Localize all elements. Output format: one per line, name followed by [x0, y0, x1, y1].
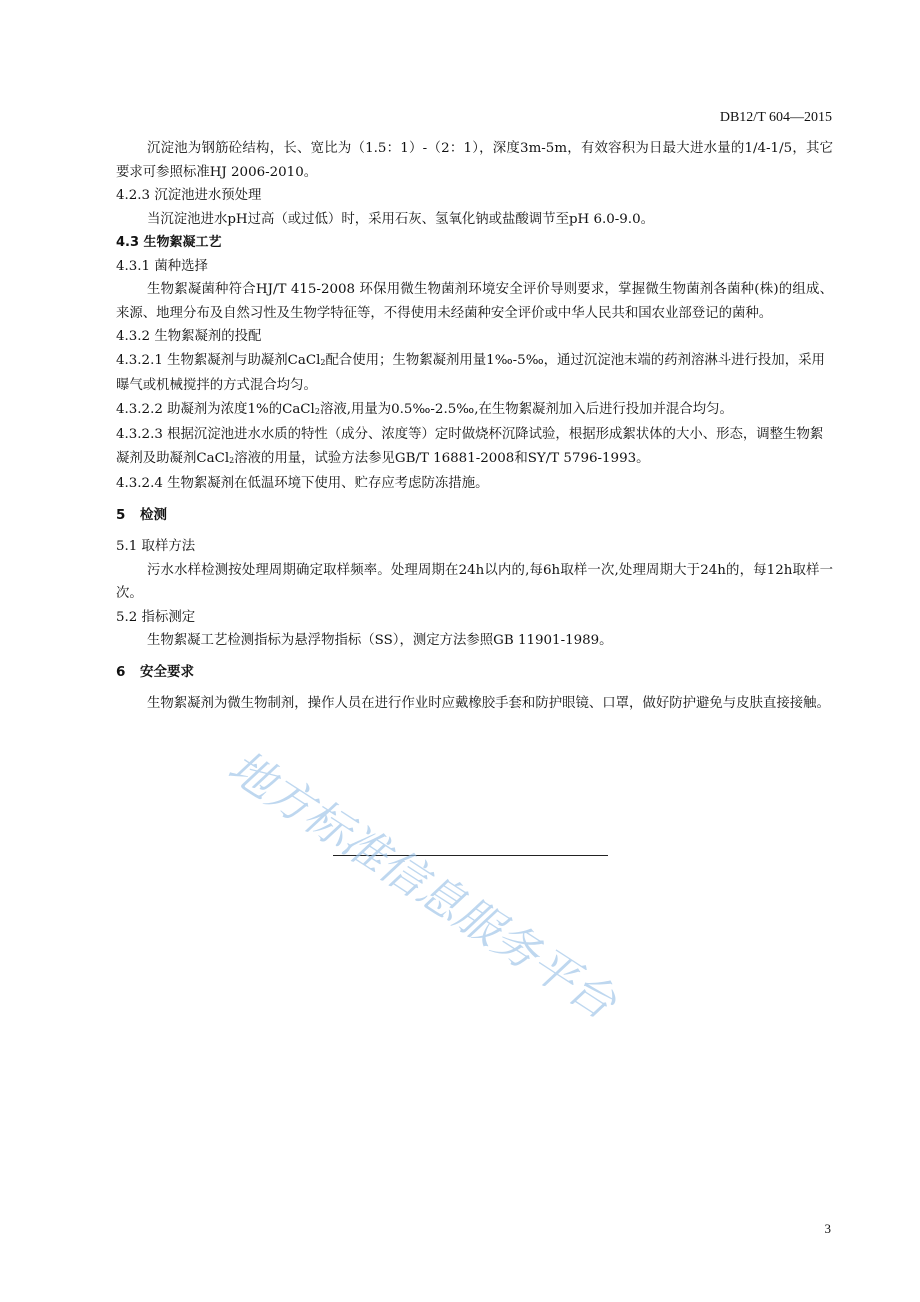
- clause-4-3-2-1-part-a: 4.3.2.1 生物絮凝剂与助凝剂CaCl: [116, 352, 321, 368]
- subscript: 2: [320, 357, 326, 367]
- heading-4-3-2: 4.3.2 生物絮凝剂的投配: [116, 329, 262, 344]
- paragraph-ph-adjustment: 当沉淀池进水pH过高（或过低）时，采用石灰、氢氧化钠或盐酸调节至pH 6.0-9.0。: [147, 211, 654, 227]
- clause-4-3-2-1: [116, 349, 833, 398]
- section-6-heading: [116, 661, 833, 685]
- clause-4-3-2-4: 4.3.2.4 生物絮凝剂在低温环境下使用、贮存应考虑防冻措施。: [116, 476, 489, 491]
- watermark-text: 地方标准信息服务平台: [219, 739, 626, 1030]
- paragraph-sampling: 污水水样检测按处理周期确定取样频率。处理周期在24h以内的,每6h取样一次,处理周期大于24h的，每12h取样一次。: [116, 562, 833, 601]
- clause-4-3-2-2-part-a: 4.3.2.2 助凝剂为浓度1%的CaCl: [116, 401, 315, 417]
- heading-4-3: 4.3 生物絮凝工艺: [116, 235, 222, 250]
- section-title: 检测: [140, 506, 167, 523]
- clause-4-3-2-1-part-b: 配合使用；生物絮凝剂用量1‰-5‰，通过沉淀池末端的药剂溶淋斗进行投加，采用曝气或机械搅拌的方式混合均匀。: [116, 352, 825, 393]
- subscript: 2: [314, 406, 320, 416]
- section-5-heading: [116, 504, 833, 528]
- page-number: 3: [824, 1221, 831, 1236]
- paragraph-strain-selection: 生物絮凝菌种符合HJ/T 415-2008 环保用微生物菌剂环境安全评价导则要求，掌握微生物菌剂各菌种(株)的组成、来源、地理分布及自然习性及生物学特征等，不得使用未经菌种安全评价或中华人民共和国农业部登记的菌种。: [116, 282, 833, 321]
- paragraph-indicator: 生物絮凝工艺检测指标为悬浮物指标（SS），测定方法参照GB 11901-1989。: [147, 633, 613, 648]
- heading-4-2-3: 4.2.3 沉淀池进水预处理: [116, 188, 262, 203]
- section-number: 5: [116, 506, 126, 523]
- clause-4-3-2-2-part-b: 溶液,用量为0.5‰-2.5‰,在生物絮凝剂加入后进行投加并混合均匀。: [319, 401, 733, 417]
- paragraph-sedimentation-tank: 沉淀池为钢筋砼结构，长、宽比为（1.5：1）-（2：1），深度3m-5m，有效容积为日最大进水量的1/4-1/5，其它要求可参照标准HJ 2006-2010。: [116, 141, 833, 180]
- clause-4-3-2-3-part-b: 溶液的用量，试验方法参见GB/T 16881-2008和SY/T 5796-1993。: [234, 450, 650, 466]
- subscript: 2: [229, 455, 235, 465]
- heading-5-2: 5.2 指标测定: [116, 609, 196, 625]
- end-rule: [333, 855, 608, 856]
- document-code-header: DB12/T 604—2015: [719, 110, 832, 125]
- clause-4-3-2-3-part-a: 4.3.2.3 根据沉淀池进水水质的特性（成分、浓度等）定时做烧杯沉降试验，根据形成絮状体的大小、形态，调整生物絮凝剂及助凝剂CaCl: [116, 427, 824, 466]
- heading-5-1: 5.1 取样方法: [116, 539, 196, 554]
- heading-4-3-1: 4.3.1 菌种选择: [116, 258, 208, 274]
- clause-4-3-2-2: [116, 398, 833, 424]
- document-body: [116, 137, 833, 716]
- section-title: 安全要求: [140, 663, 194, 680]
- clause-4-3-2-3: [116, 423, 833, 472]
- section-number: 6: [116, 663, 126, 680]
- paragraph-safety: 生物絮凝剂为微生物制剂，操作人员在进行作业时应戴橡胶手套和防护眼镜、口罩，做好防护避免与皮肤直接接触。: [147, 696, 830, 711]
